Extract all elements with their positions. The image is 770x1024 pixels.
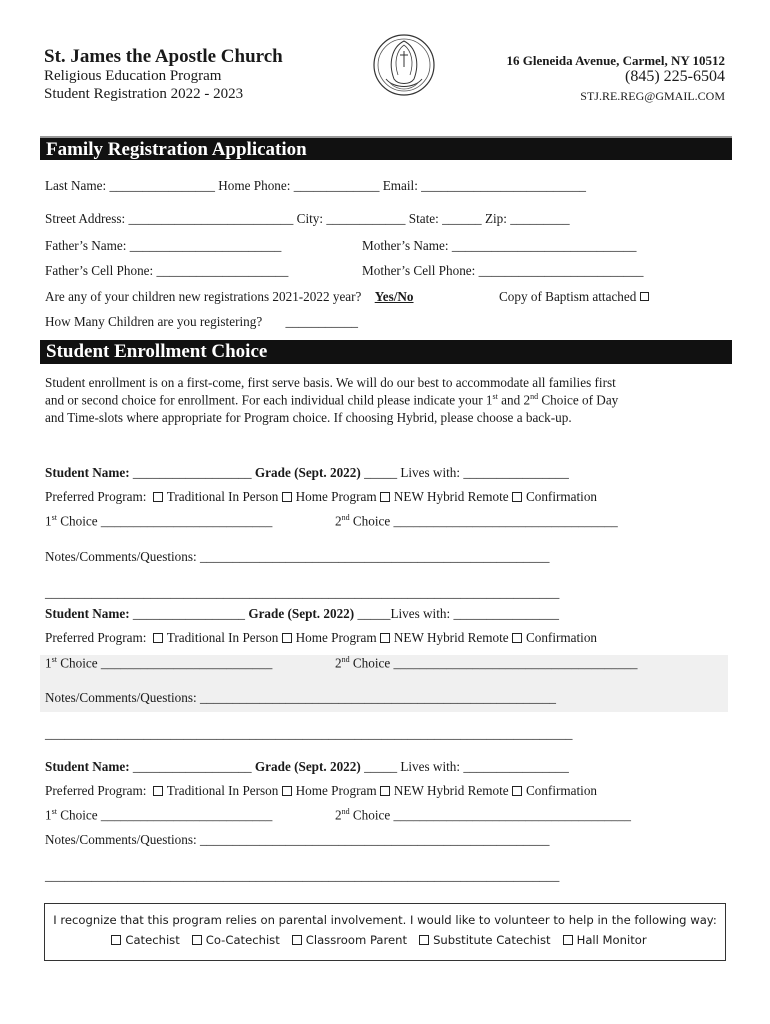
family-row-address[interactable]: Street Address: _________________________ City: ____________ State: ______ Zip: _________: [45, 211, 570, 226]
student-name-row: [45, 465, 569, 481]
confirmation-label: Confirmation: [525, 489, 598, 504]
preferred-program-row: [45, 489, 597, 505]
volunteer-option-substitute-catechist[interactable]: Substitute Catechist: [419, 933, 551, 947]
preferred-program-row: [45, 783, 597, 799]
volunteer-box: [44, 903, 726, 961]
lives-with-field[interactable]: Lives with: ________________: [400, 759, 569, 774]
student-name-label: Student Name:: [45, 606, 130, 621]
program-name: Religious Education Program: [44, 68, 222, 84]
volunteer-option-hall-monitor[interactable]: Hall Monitor: [563, 933, 647, 947]
preferred-program-label: Preferred Program:: [45, 489, 147, 504]
volunteer-checkbox[interactable]: [563, 935, 573, 945]
student-name-label: Student Name:: [45, 465, 130, 480]
enrollment-section-heading: Student Enrollment Choice: [40, 340, 732, 364]
church-phone: (845) 225-6504: [625, 68, 725, 85]
confirmation-checkbox[interactable]: [512, 786, 522, 796]
first-choice-field[interactable]: 1st Choice __________________________: [45, 655, 273, 671]
home-program-checkbox[interactable]: [282, 492, 292, 502]
notes-blank-line[interactable]: ______________________________________________________________________________: [45, 585, 560, 600]
student-name-row: [45, 606, 559, 622]
children-count-label: How Many Children are you registering?: [45, 314, 263, 329]
traditional-label: Traditional In Person: [166, 783, 279, 798]
baptism-checkbox[interactable]: [640, 292, 649, 301]
church-email: STJ.RE.REG@GMAIL.COM: [580, 89, 725, 103]
church-name: St. James the Apostle Church: [44, 46, 283, 67]
confirmation-checkbox[interactable]: [512, 492, 522, 502]
children-count-row: [45, 314, 358, 330]
confirmation-label: Confirmation: [525, 630, 598, 645]
hybrid-checkbox[interactable]: [380, 633, 390, 643]
student-name-row: [45, 759, 569, 775]
notes-field[interactable]: Notes/Comments/Questions: _____________________________________________________: [45, 832, 550, 847]
traditional-checkbox[interactable]: [153, 492, 163, 502]
notes-blank-line[interactable]: ______________________________________________________________________________: [45, 868, 560, 883]
volunteer-checkbox[interactable]: [111, 935, 121, 945]
registration-year: Student Registration 2022 - 2023: [44, 86, 244, 102]
yes-no-choice[interactable]: Yes/No: [374, 289, 414, 304]
church-seal-logo: [372, 33, 436, 97]
volunteer-checkbox[interactable]: [419, 935, 429, 945]
baptism-label: Copy of Baptism attached: [499, 289, 637, 304]
mothers-name-field[interactable]: Mother’s Name: ____________________________: [362, 238, 637, 253]
enrollment-paragraph-line-3: and Time-slots where appropriate for Program choice. If choosing Hybrid, please choose a back-up.: [45, 410, 572, 425]
home-program-label: Home Program: [295, 783, 377, 798]
home-program-label: Home Program: [295, 489, 377, 504]
volunteer-checkbox[interactable]: [292, 935, 302, 945]
hybrid-label: NEW Hybrid Remote: [393, 783, 509, 798]
grade-field[interactable]: _____: [360, 759, 401, 774]
family-row-name-phone-email[interactable]: Last Name: ________________ Home Phone: _____________ Email: _________________________: [45, 178, 587, 193]
preferred-program-row: [45, 630, 597, 646]
confirmation-checkbox[interactable]: [512, 633, 522, 643]
grade-label: Grade (Sept. 2022): [254, 465, 361, 480]
traditional-checkbox[interactable]: [153, 633, 163, 643]
hybrid-checkbox[interactable]: [380, 786, 390, 796]
grade-field[interactable]: _____: [360, 465, 401, 480]
preferred-program-label: Preferred Program:: [45, 783, 147, 798]
volunteer-options: [45, 933, 725, 947]
children-count-field[interactable]: ___________: [285, 314, 358, 329]
grade-label: Grade (Sept. 2022): [254, 759, 361, 774]
confirmation-label: Confirmation: [525, 783, 598, 798]
volunteer-option-co-catechist[interactable]: Co-Catechist: [192, 933, 280, 947]
traditional-label: Traditional In Person: [166, 630, 279, 645]
home-program-checkbox[interactable]: [282, 786, 292, 796]
volunteer-statement: I recognize that this program relies on parental involvement. I would like to volunteer to help in the following way:: [53, 913, 717, 927]
fathers-name-field[interactable]: Father’s Name: _______________________: [45, 238, 282, 253]
volunteer-checkbox[interactable]: [192, 935, 202, 945]
student-name-label: Student Name:: [45, 759, 130, 774]
second-choice-field[interactable]: 2nd Choice _____________________________________: [335, 655, 638, 671]
enrollment-paragraph-line-2: and or second choice for enrollment. For each individual child please indicate your 1st and 2nd Choice of Day: [45, 392, 619, 408]
volunteer-option-catechist[interactable]: Catechist: [111, 933, 179, 947]
traditional-checkbox[interactable]: [153, 786, 163, 796]
student-name-field[interactable]: _________________: [129, 606, 249, 621]
mothers-cell-field[interactable]: Mother’s Cell Phone: _________________________: [362, 263, 644, 278]
home-program-checkbox[interactable]: [282, 633, 292, 643]
family-section-heading: Family Registration Application: [40, 136, 732, 160]
new-registration-question: [45, 289, 414, 305]
second-choice-field[interactable]: 2nd Choice __________________________________: [335, 513, 618, 529]
notes-blank-line[interactable]: ________________________________________________________________________________: [45, 726, 573, 741]
student-name-field[interactable]: __________________: [129, 465, 255, 480]
lives-with-field[interactable]: Lives with: ________________: [400, 465, 569, 480]
home-program-label: Home Program: [295, 630, 377, 645]
traditional-label: Traditional In Person: [166, 489, 279, 504]
lives-with-field[interactable]: Lives with: ________________: [390, 606, 559, 621]
notes-field[interactable]: Notes/Comments/Questions: _____________________________________________________: [45, 549, 550, 564]
second-choice-field[interactable]: 2nd Choice ____________________________________: [335, 807, 631, 823]
baptism-attached[interactable]: [499, 289, 652, 305]
church-address: 16 Gleneida Avenue, Carmel, NY 10512: [506, 53, 725, 68]
fathers-cell-field[interactable]: Father’s Cell Phone: ____________________: [45, 263, 289, 278]
notes-field[interactable]: Notes/Comments/Questions: ______________________________________________________: [45, 690, 557, 705]
grade-label: Grade (Sept. 2022): [248, 606, 355, 621]
first-choice-field[interactable]: 1st Choice __________________________: [45, 513, 273, 529]
grade-field[interactable]: _____: [354, 606, 391, 621]
student-name-field[interactable]: __________________: [129, 759, 255, 774]
first-choice-field[interactable]: 1st Choice __________________________: [45, 807, 273, 823]
volunteer-option-classroom-parent[interactable]: Classroom Parent: [292, 933, 407, 947]
hybrid-label: NEW Hybrid Remote: [393, 489, 509, 504]
new-registration-label: Are any of your children new registrations 2021-2022 year?: [45, 289, 362, 304]
preferred-program-label: Preferred Program:: [45, 630, 147, 645]
hybrid-checkbox[interactable]: [380, 492, 390, 502]
enrollment-paragraph-line-1: Student enrollment is on a first-come, first serve basis. We will do our best to accommodate all families first: [45, 375, 616, 390]
hybrid-label: NEW Hybrid Remote: [393, 630, 509, 645]
